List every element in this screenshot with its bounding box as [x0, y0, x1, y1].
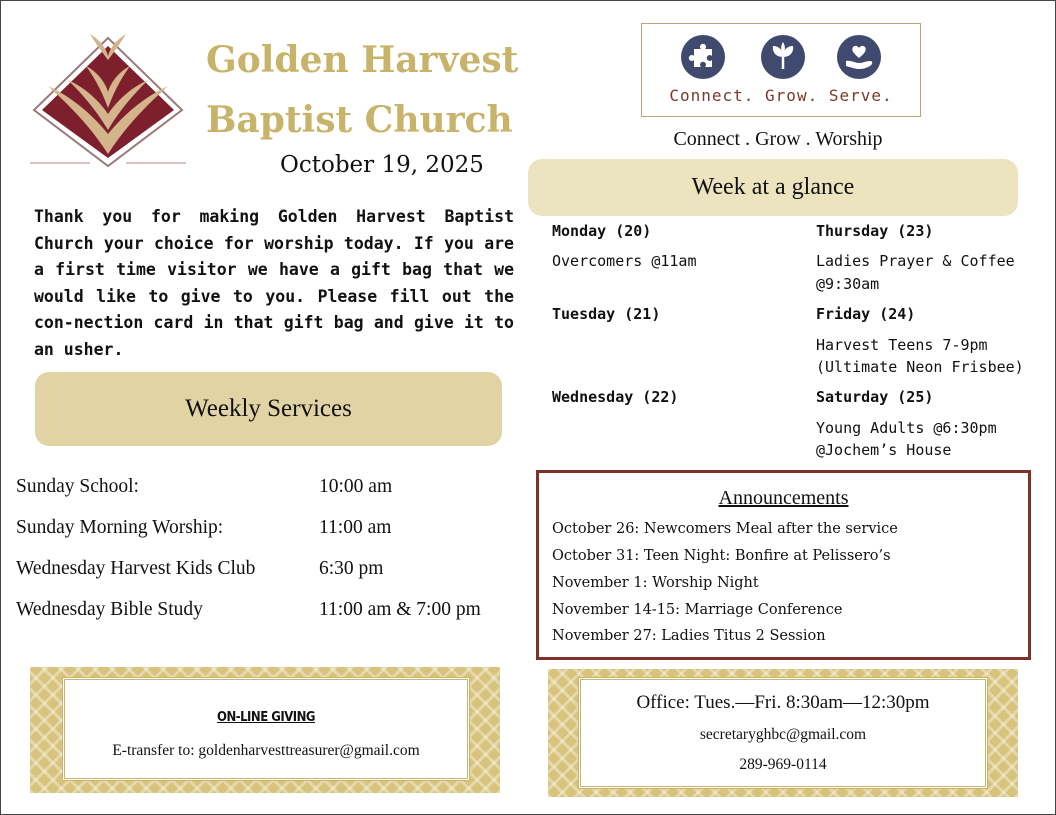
day-event: @9:30am	[816, 275, 880, 293]
day-heading: Monday (20)	[552, 222, 652, 240]
giving-etransfer: E-transfer to: goldenharvesttreasurer@gmail.com	[112, 742, 420, 759]
day-heading: Saturday (25)	[816, 388, 934, 406]
service-name: Sunday School:	[16, 476, 139, 497]
service-row	[16, 476, 516, 500]
announcements-box	[536, 470, 1031, 660]
service-time: 6:30 pm	[319, 558, 384, 579]
giving-heading: ON-LINE GIVING	[217, 710, 315, 725]
announcements-title: Announcements	[718, 487, 849, 509]
day-heading: Thursday (23)	[816, 222, 934, 240]
heart-hand-icon	[837, 35, 881, 79]
subtitle: Connect . Grow . Worship	[673, 128, 883, 150]
sprout-icon	[761, 35, 805, 79]
tagline-box	[641, 23, 921, 117]
announcement-item: November 1: Worship Night	[552, 575, 759, 591]
service-row	[16, 517, 516, 541]
welcome-text: Thank you for making Golden Harvest Baptist Church your choice for worship today. If you are a first time visitor we have a gift bag that we would like to give to you. Please fill out the con-nection card in that gift bag and give it to an usher.	[34, 207, 514, 359]
service-time: 10:00 am	[319, 476, 393, 497]
day-event: @Jochem’s House	[816, 441, 952, 459]
service-row	[16, 599, 516, 623]
office-hours: Office: Tues.—Fri. 8:30am—12:30pm	[636, 692, 930, 713]
weekly-services-title: Weekly Services	[35, 372, 502, 446]
day-heading: Wednesday (22)	[552, 388, 679, 406]
service-name: Wednesday Bible Study	[16, 599, 203, 620]
bulletin-date: October 19, 2025	[280, 152, 484, 178]
tagline-text: Connect. Grow. Serve.	[669, 86, 893, 105]
day-heading: Tuesday (21)	[552, 305, 661, 323]
office-inner-box	[578, 677, 988, 789]
giving-frame	[30, 667, 500, 793]
day-event: Overcomers @11am	[552, 252, 697, 270]
service-name: Sunday Morning Worship:	[16, 517, 224, 538]
announcement-item: October 31: Teen Night: Bonfire at Pelissero’s	[552, 548, 891, 564]
service-time: 11:00 am & 7:00 pm	[319, 599, 481, 620]
announcement-item: November 14-15: Marriage Conference	[552, 602, 843, 618]
office-phone: 289-969-0114	[739, 756, 827, 773]
day-event: Young Adults @6:30pm	[816, 419, 997, 437]
week-at-a-glance-title: Week at a glance	[528, 159, 1018, 216]
church-name	[206, 30, 526, 150]
announcement-item: October 26: Newcomers Meal after the service	[552, 521, 898, 537]
day-event: Ladies Prayer & Coffee	[816, 252, 1015, 270]
church-logo	[30, 26, 186, 172]
service-time: 11:00 am	[319, 517, 392, 538]
giving-inner-box	[62, 677, 470, 781]
service-row	[16, 558, 516, 582]
day-heading: Friday (24)	[816, 305, 916, 323]
day-event: Harvest Teens 7-9pm	[816, 336, 988, 354]
day-event: (Ultimate Neon Frisbee)	[816, 358, 1024, 376]
service-name: Wednesday Harvest Kids Club	[16, 558, 256, 579]
announcement-item: November 27: Ladies Titus 2 Session	[552, 628, 826, 644]
puzzle-icon	[681, 35, 725, 79]
office-email: secretaryghbc@gmail.com	[699, 726, 867, 743]
office-frame	[548, 669, 1018, 797]
church-name-line2: Baptist Church	[206, 99, 513, 141]
church-name-line1: Golden Harvest	[206, 39, 519, 81]
